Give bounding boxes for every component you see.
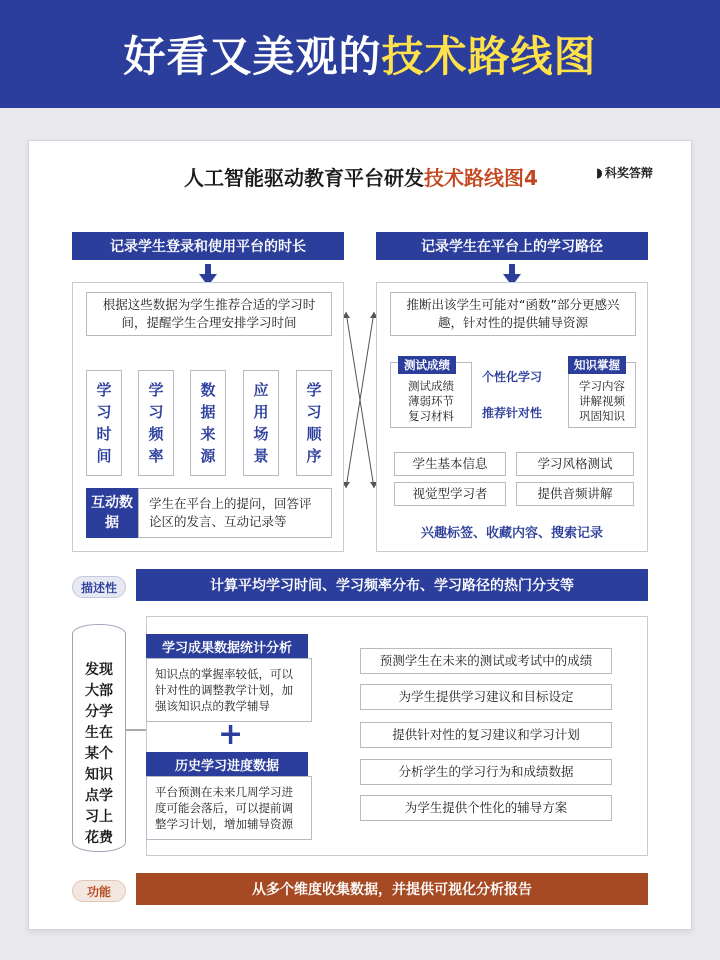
column-data-source: 数据来源: [190, 370, 226, 476]
left-header-bar: 记录学生登录和使用平台的时长: [72, 232, 344, 260]
test-score-box: 测试成绩 薄弱环节 复习材料: [390, 362, 472, 428]
card-history-progress-text: 平台预测在未来几周学习进度可能会落后，可以提前调整学习计划，增加辅导资源: [146, 776, 312, 840]
column-study-time: 学习时间: [86, 370, 122, 476]
brand-logo: ◗ 科奖答辩: [596, 166, 653, 181]
knowledge-box: 学习内容 讲解视频 巩固知识: [568, 362, 636, 428]
left-summary-box: 根据这些数据为学生推荐合适的学习时间，提醒学生合理安排学习时间: [86, 292, 332, 336]
interaction-data-label: 互动数据: [86, 488, 138, 538]
grid-visual-learner: 视觉型学习者: [394, 482, 506, 506]
outcome-personal-tutoring: 为学生提供个性化的辅导方案: [360, 795, 612, 821]
link-label-personalized: 个性化学习: [482, 370, 543, 384]
right-footer-tags: 兴趣标签、收藏内容、搜索记录: [420, 526, 603, 541]
function-bar: 从多个维度收集数据，并提供可视化分析报告: [136, 873, 648, 905]
descriptive-bar: 计算平均学习时间、学习频率分布、学习路径的热门分支等: [136, 569, 648, 601]
discovery-cylinder-text: 发现大部分学生在某个知识点学习上花费: [85, 662, 113, 846]
outcome-review-plan: 提供针对性的复习建议和学习计划: [360, 722, 612, 748]
function-tag: 功能: [72, 880, 126, 902]
outcome-learning-advice: 为学生提供学习建议和目标设定: [360, 684, 612, 710]
grid-student-info: 学生基本信息: [394, 452, 506, 476]
interaction-data-text: 学生在平台上的提问，回答评论区的发言、互动记录等: [138, 488, 332, 538]
card-history-progress-title: 历史学习进度数据: [146, 752, 308, 776]
right-header-bar: 记录学生在平台上的学习路径: [376, 232, 648, 260]
outcome-behavior-analysis: 分析学生的学习行为和成绩数据: [360, 759, 612, 785]
link-label-targeted: 推荐针对性: [482, 406, 543, 420]
right-summary-box: 推断出该学生可能对“函数”部分更感兴趣，针对性的提供辅导资源: [390, 292, 636, 336]
card-stat-analysis-title: 学习成果数据统计分析: [146, 634, 308, 658]
roadmap-title: 人工智能驱动教育平台研发技术路线图4: [184, 166, 538, 190]
knowledge-tag: 知识掌握: [568, 356, 626, 374]
column-use-case: 应用场景: [243, 370, 279, 476]
grid-style-test: 学习风格测试: [516, 452, 634, 476]
descriptive-tag: 描述性: [72, 576, 126, 598]
plus-icon: +: [218, 717, 244, 752]
outcome-predict-score: 预测学生在未来的测试或考试中的成绩: [360, 648, 612, 674]
card-stat-analysis-text: 知识点的掌握率较低，可以针对性的调整教学计划，加强该知识点的教学辅导: [146, 658, 312, 722]
left-arrow-stem: [205, 264, 211, 274]
grid-audio-explain: 提供音频讲解: [516, 482, 634, 506]
banner-title: 好看又美观的技术路线图: [123, 32, 597, 81]
right-arrow-stem: [509, 264, 515, 274]
logo-icon: ◗: [596, 166, 603, 181]
column-study-order: 学习顺序: [296, 370, 332, 476]
column-study-frequency: 学习频率: [138, 370, 174, 476]
test-score-tag: 测试成绩: [398, 356, 456, 374]
